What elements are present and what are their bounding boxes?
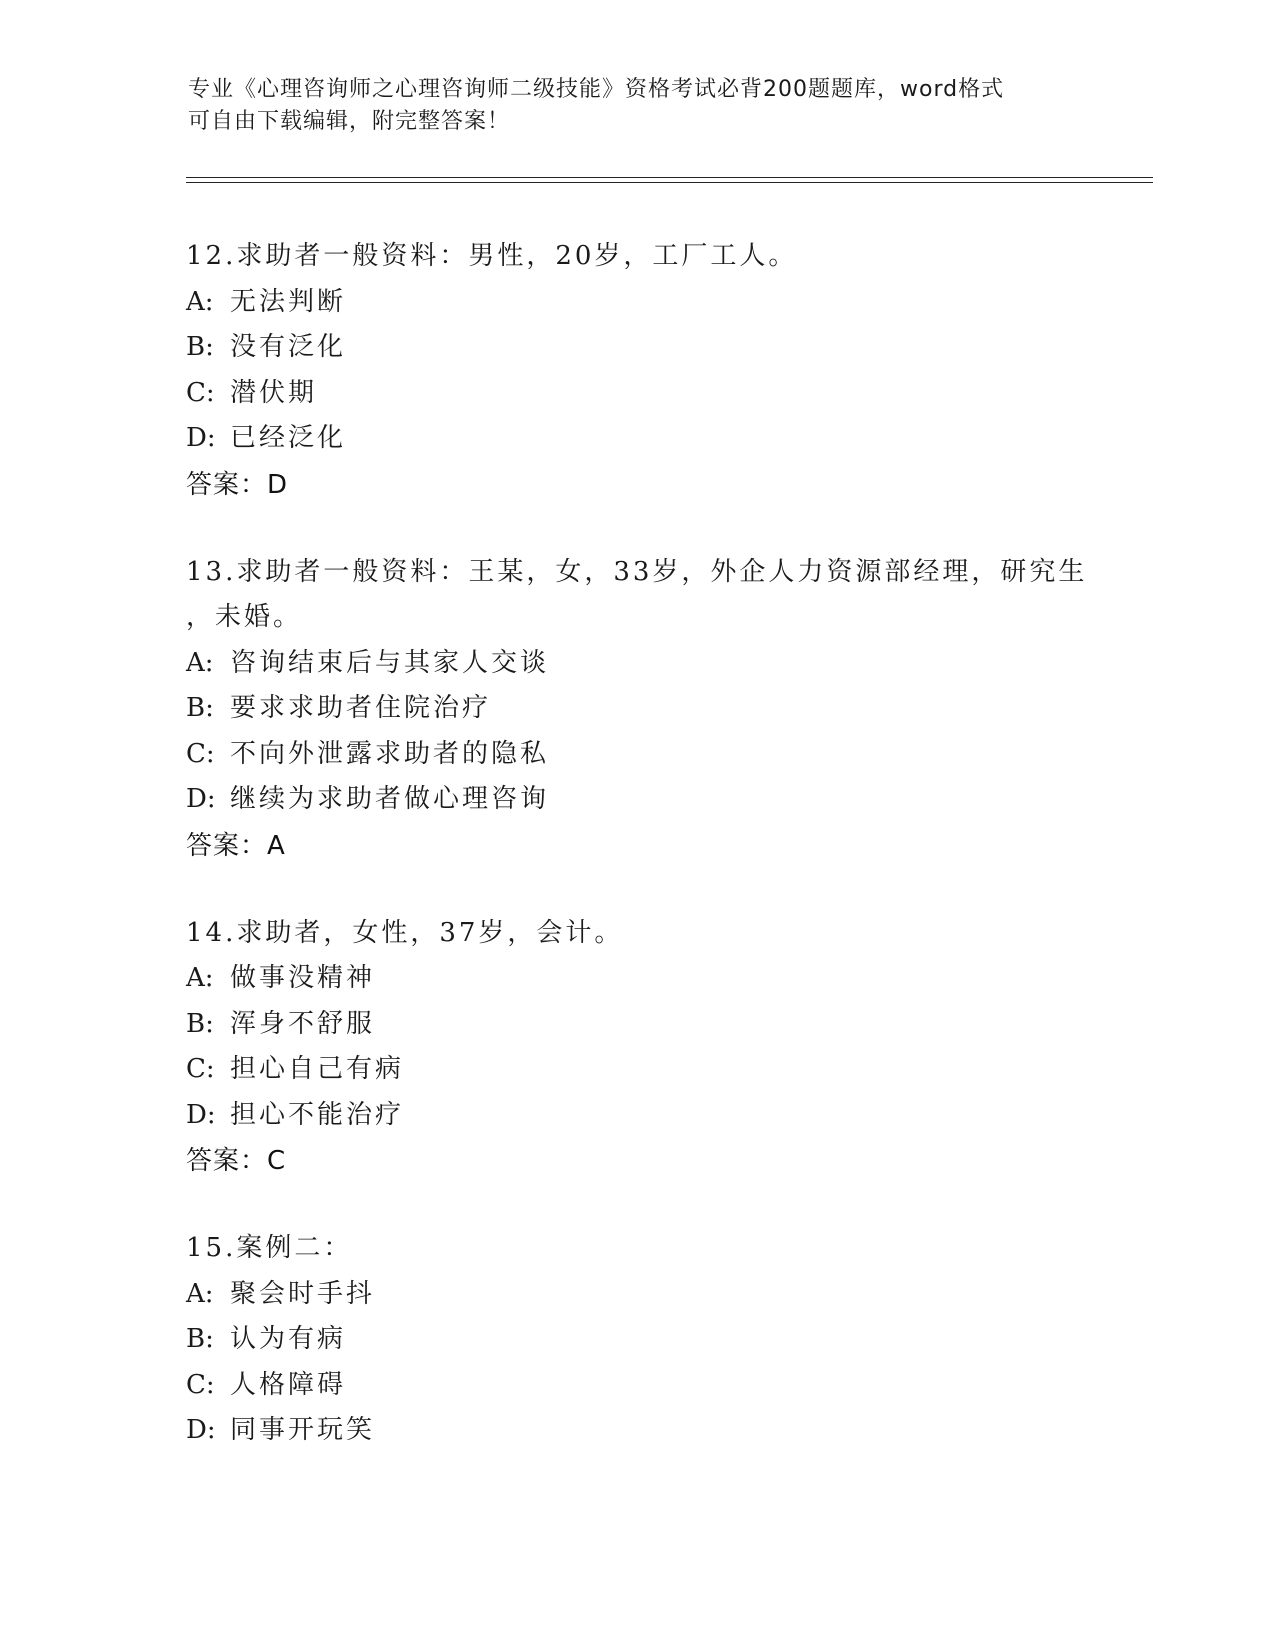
question-list [186, 234, 1146, 1496]
option-c [186, 371, 1146, 417]
option-text: 没有泛化 [230, 332, 347, 362]
answer-line: 答案：D [186, 469, 289, 500]
header-line-1: 专业《心理咨询师之心理咨询师二级技能》资格考试必背200题题库，word格式 [188, 77, 1005, 102]
option-c [186, 1363, 1146, 1409]
option-text: 担心不能治疗 [230, 1099, 405, 1130]
option-text: 已经泛化 [230, 423, 347, 453]
option-key: A: [186, 286, 214, 317]
option-d [186, 777, 1146, 823]
question-stem: 13.求助者一般资料：王某，女，33岁，外企人力资源部经理，研究生 ，未婚。 [186, 556, 1088, 632]
option-key: D: [186, 423, 216, 453]
option-text: 要求求助者住院治疗 [230, 693, 492, 723]
question-15 [186, 1226, 1146, 1454]
option-text: 同事开玩笑 [230, 1415, 376, 1445]
option-key: C: [186, 1369, 215, 1400]
option-d [186, 1408, 1146, 1454]
option-d [186, 1093, 1146, 1139]
option-key: D: [186, 1099, 216, 1130]
question-stem: 12.求助者一般资料：男性，20岁，工厂工人。 [186, 241, 798, 271]
question-14 [186, 911, 1146, 1185]
question-stem: 15.案例二： [186, 1233, 353, 1263]
option-text: 无法判断 [230, 286, 347, 317]
option-text: 不向外泄露求助者的隐私 [230, 738, 550, 769]
header-divider-bottom [186, 182, 1153, 183]
option-key: A: [186, 963, 214, 993]
option-key: B: [186, 693, 214, 723]
option-key: C: [186, 1054, 215, 1084]
header-divider-top [186, 177, 1153, 178]
option-a [186, 956, 1146, 1002]
option-text: 咨询结束后与其家人交谈 [230, 647, 550, 678]
option-key: B: [186, 332, 214, 362]
option-text: 做事没精神 [230, 963, 376, 993]
option-text: 浑身不舒服 [230, 1008, 376, 1039]
option-key: D: [186, 784, 216, 814]
header-line-2: 可自由下载编辑，附完整答案！ [188, 109, 511, 134]
option-key: A: [186, 1278, 214, 1309]
option-key: B: [186, 1008, 214, 1039]
option-key: D: [186, 1415, 216, 1445]
answer-line: 答案：C [186, 1146, 287, 1176]
option-c [186, 732, 1146, 778]
option-key: B: [186, 1324, 214, 1354]
question-stem: 14.求助者，女性，37岁，会计。 [186, 917, 624, 948]
option-b [186, 1317, 1146, 1363]
option-key: C: [186, 377, 215, 408]
option-text: 人格障碍 [230, 1369, 347, 1400]
option-text: 聚会时手抖 [230, 1278, 376, 1309]
option-text: 担心自己有病 [230, 1054, 405, 1084]
option-b [186, 686, 1146, 732]
question-12 [186, 234, 1146, 508]
option-b [186, 325, 1146, 371]
option-text: 潜伏期 [230, 377, 318, 408]
option-a [186, 1272, 1146, 1318]
option-a [186, 641, 1146, 687]
option-text: 认为有病 [230, 1324, 347, 1354]
option-a [186, 280, 1146, 326]
question-13 [186, 550, 1146, 869]
option-text: 继续为求助者做心理咨询 [230, 784, 550, 814]
option-c [186, 1047, 1146, 1093]
answer-line: 答案：A [186, 830, 286, 861]
option-b [186, 1002, 1146, 1048]
option-d [186, 416, 1146, 462]
option-key: C: [186, 738, 215, 769]
option-key: A: [186, 647, 214, 678]
document-header [188, 74, 1088, 138]
